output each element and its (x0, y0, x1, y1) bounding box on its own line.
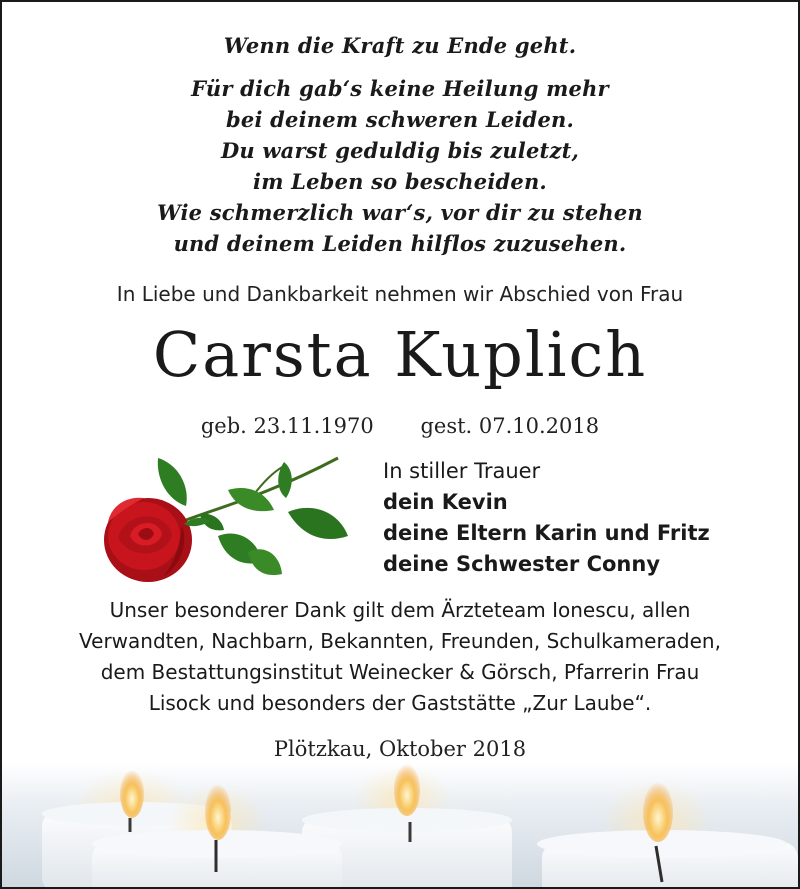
mourner-name: deine Eltern Karin und Fritz (383, 521, 710, 545)
thanks-paragraph (2, 595, 798, 719)
thanks-line: Lisock und besonders der Gaststätte „Zur Laube“. (148, 691, 652, 715)
mourners (383, 456, 710, 580)
intro-text: In Liebe und Dankbarkeit nehmen wir Abschied von Frau (116, 282, 684, 306)
poem-line: und deinem Leiden hilflos zuzusehen. (173, 231, 627, 256)
place-date: Plötzkau, Oktober 2018 (273, 737, 527, 761)
red-rose-icon (98, 452, 352, 587)
deceased-name: Carsta Kuplich (152, 318, 648, 391)
mourners-lead: In stiller Trauer (383, 459, 541, 483)
life-dates (2, 410, 798, 442)
poem-title: Wenn die Kraft zu Ende geht. (223, 33, 577, 58)
poem (2, 30, 798, 259)
thanks-line: dem Bestattungsinstitut Weinecker & Görsch, Pfarrerin Frau (100, 660, 700, 684)
death-date: gest. 07.10.2018 (420, 414, 600, 438)
mourner-name: deine Schwester Conny (383, 552, 661, 576)
mourner-name: dein Kevin (383, 490, 508, 514)
thanks-line: Unser besonderer Dank gilt dem Ärzteteam Ionescu, allen (109, 598, 691, 622)
poem-line: im Leben so bescheiden. (253, 169, 547, 194)
thanks-line: Verwandten, Nachbarn, Bekannten, Freunden, Schulkameraden, (79, 629, 721, 653)
poem-line: Wie schmerzlich war‘s, vor dir zu stehen (157, 200, 643, 225)
poem-line: Du warst geduldig bis zuletzt, (221, 138, 579, 163)
poem-line: Für dich gab‘s keine Heilung mehr (191, 76, 609, 101)
birth-date: geb. 23.11.1970 (200, 414, 374, 438)
candles-icon (2, 762, 798, 887)
poem-line: bei deinem schweren Leiden. (226, 107, 574, 132)
